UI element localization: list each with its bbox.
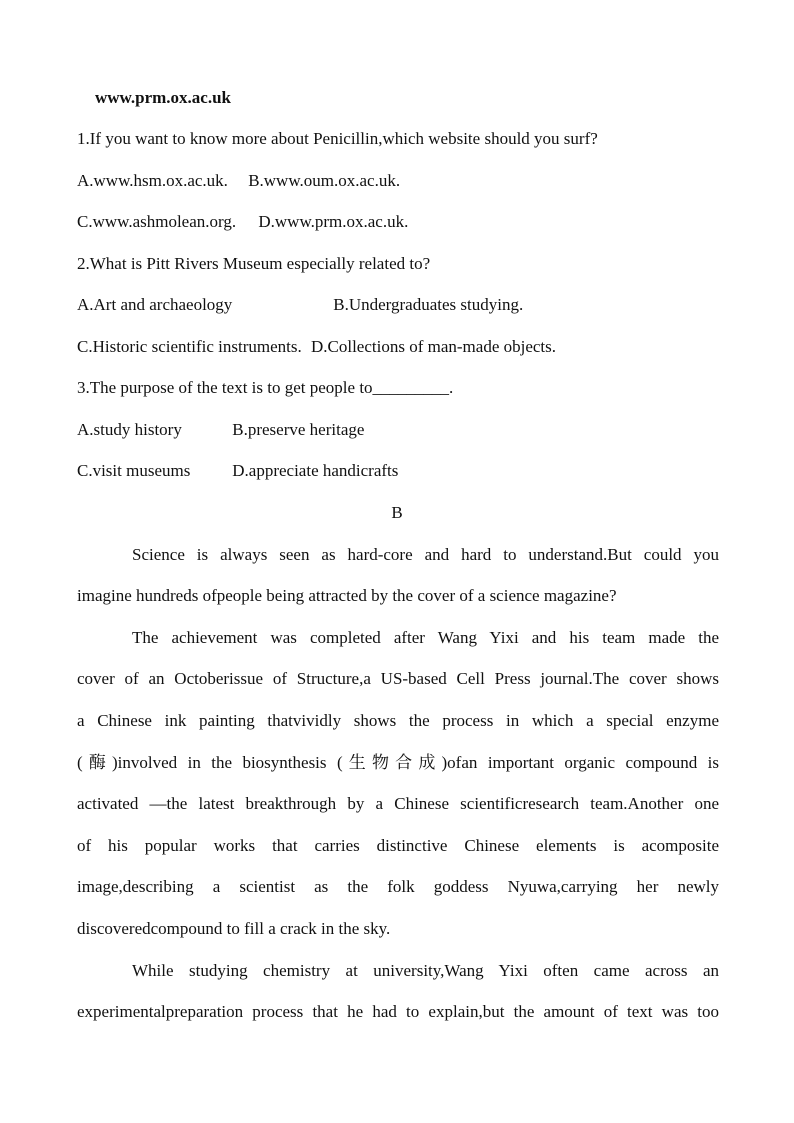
question-1-options-row-1: [77, 171, 719, 191]
question-3-option-c: C.visit museums: [77, 461, 191, 480]
question-2-option-a: A.Art and archaeology: [77, 295, 233, 314]
question-1-option-c: C.www.ashmolean.org.: [77, 212, 237, 231]
paragraph-line: The achievement was completed after Wang Yixi and his team made the: [132, 628, 719, 647]
question-3-options-row-1: [77, 420, 719, 440]
paragraph-line: discoveredcompound to fill a crack in the sky.: [77, 919, 391, 938]
question-2-option-d: D.Collections of man-made objects.: [311, 337, 557, 356]
question-1-option-b: B.www.oum.ox.ac.uk.: [248, 171, 401, 190]
question-2-option-c: C.Historic scientific instruments.: [77, 337, 302, 356]
question-3-option-d: D.appreciate handicrafts: [232, 461, 399, 480]
paragraph-line: experimentalpreparation process that he had to explain,but the amount of text was too: [77, 1002, 719, 1021]
question-3-option-b: B.preserve heritage: [232, 420, 365, 439]
paragraph-line: (酶)involved in the biosynthesis (生物合成)ofan important organic compound is: [77, 753, 719, 772]
paragraph-line: Science is always seen as hard-core and hard to understand.But could you: [132, 545, 719, 564]
question-2-options-row-2: [77, 337, 719, 357]
question-3-stem: 3.The purpose of the text is to get people to_________.: [77, 378, 454, 397]
paragraph-line: cover of an Octoberissue of Structure,a US-based Cell Press journal.The cover shows: [77, 669, 719, 688]
question-1-option-d: D.www.prm.ox.ac.uk.: [258, 212, 409, 231]
question-2-option-b: B.Undergraduates studying.: [333, 295, 524, 314]
question-2-stem: 2.What is Pitt Rivers Museum especially related to?: [77, 254, 431, 273]
paragraph-line: a Chinese ink painting thatvividly shows the process in which a special enzyme: [77, 711, 719, 730]
paragraph-line: image,describing a scientist as the folk goddess Nyuwa,carrying her newly: [77, 877, 719, 896]
question-3-option-a: A.study history: [77, 420, 182, 439]
question-3-options-row-2: [77, 461, 719, 481]
paragraph-line: activated —the latest breakthrough by a Chinese scientificresearch team.Another one: [77, 794, 719, 813]
paragraph-line: imagine hundreds ofpeople being attracted by the cover of a science magazine?: [77, 586, 617, 605]
question-2-options-row-1: [77, 295, 719, 315]
paragraph-line: of his popular works that carries distinctive Chinese elements is acomposite: [77, 836, 719, 855]
question-1-option-a: A.www.hsm.ox.ac.uk.: [77, 171, 228, 190]
paragraph-line: While studying chemistry at university,Wang Yixi often came across an: [132, 961, 719, 980]
question-1-stem: 1.If you want to know more about Penicillin,which website should you surf?: [77, 129, 598, 148]
section-label: B: [391, 503, 403, 522]
question-1-options-row-2: [77, 212, 719, 232]
url-line: www.prm.ox.ac.uk: [95, 88, 232, 107]
